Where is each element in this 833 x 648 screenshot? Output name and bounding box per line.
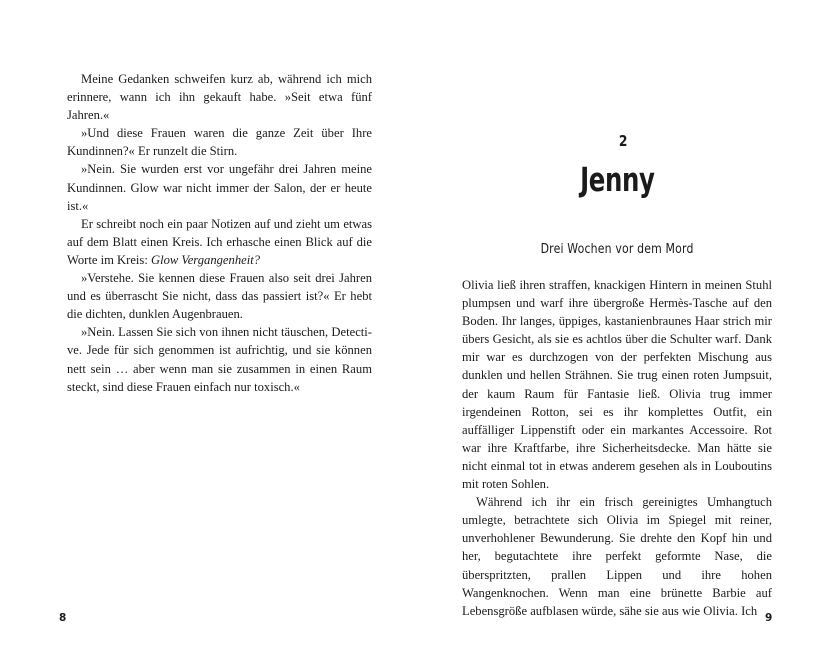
chapter-title-wrap [416, 160, 818, 200]
paragraph-text: Er schreibt noch ein paar Notizen auf und zieht um etwas auf dem Blatt einen Kreis. Ich erhasche einen Blick auf die Worte im Kreis: [67, 216, 372, 267]
paragraph: Olivia ließ ihren straffen, knackigen Hintern in meinen Stuhl plumpsen und warf ihre übergroße Hermès-Tasche auf den Boden. Ihr langes, üppiges, kastanienbraunes Haar strich mir übers Gesicht, als sie es achtlos über die Schulter warf. Dank mir war es durchzogen von der perfekten Mischung aus dunklen und hellen Strähnen. Sie trug einen roten Jumpsuit, der kaum Raum für Fantasie ließ. Olivia trug immer irgendeinen Rotton, sei es ihr komplettes Outfit, ein auffälliger Lippenstift oder ein markantes Accessoire. Rot war ihre Kraftfarbe, ihre Sicherheitsdecke. Man hätte sie nicht einmal tot in etwas anderem gesehen als in Louboutins mit roten Sohlen. [462, 278, 772, 492]
paragraph: »Nein. Lassen Sie sich von ihnen nicht täuschen, Detective. Jede für sich genommen ist aufrichtig, und sie können nett sein … aber wenn man sie zusammen in einen Raum steckt, sind diese Frauen einfach nur toxisch.« [67, 325, 372, 394]
paragraph: »Und diese Frauen waren die ganze Zeit über Ihre Kundinnen?« Er runzelt die Stirn. [67, 126, 372, 159]
left-page [0, 0, 416, 648]
paragraph-with-circled-words [67, 215, 372, 269]
circled-words: Glow Vergangenheit? [150, 252, 260, 267]
page-number-right: 9 [765, 612, 773, 624]
chapter-subtitle: Drei Wochen vor dem Mord [540, 242, 694, 257]
chapter-subtitle-wrap [416, 240, 818, 258]
left-page-text [67, 70, 372, 396]
paragraph: »Nein. Sie wurden erst vor ungefähr drei Jahren meine Kundinnen. Glow war nicht immer der Salon, der er heute ist.« [67, 162, 372, 213]
chapter-title: Jenny [579, 160, 655, 199]
paragraph: Meine Gedanken schweifen kurz ab, während ich mich erinnere, wann ich ihn gekauft habe. »Seit etwa fünf Jahren.« [67, 72, 372, 123]
chapter-number: 2 [618, 132, 628, 150]
right-page [416, 0, 833, 648]
paragraph: »Verstehe. Sie kennen diese Frauen also seit drei Jahren und es überrascht Sie nicht, dass das passiert ist?« Er hebt die dichten, dunklen Augenbrauen. [67, 271, 372, 322]
right-page-text [462, 276, 772, 620]
paragraph: Während ich ihr ein frisch gereinigtes Umhangtuch umlegte, betrachtete sich Olivia im Spiegel mit reiner, unverhohlener Bewunderung. Sie drehte den Kopf hin und her, begutachtete ihre perfekt geformte Nase, die überspritzten, prallen Lippen und ihre hohen Wangenknochen. Wenn man eine brünette Barbie auf Lebensgröße aufblasen würde, sähe sie aus wie Olivia. Ich [462, 495, 772, 618]
page-number-left: 8 [59, 612, 67, 624]
